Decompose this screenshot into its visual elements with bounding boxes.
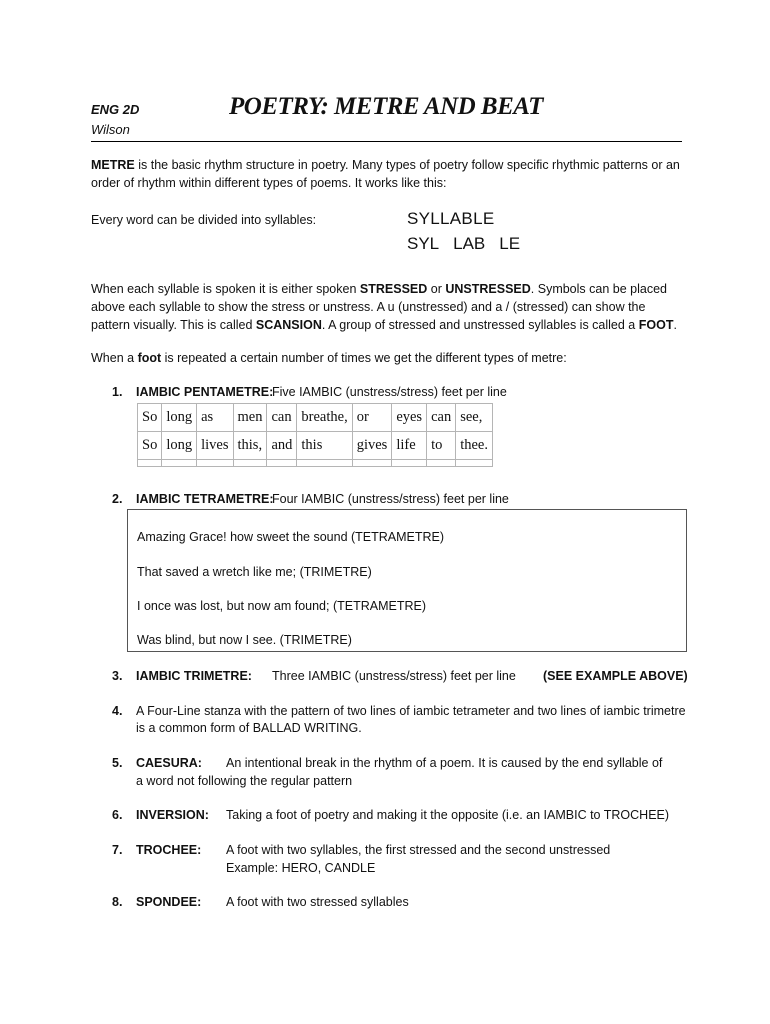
table-cell: to <box>427 432 456 460</box>
item-number: 8. <box>112 895 123 909</box>
item-heading: TROCHEE: <box>136 843 202 857</box>
item-description: A Four-Line stanza with the pattern of two lines of iambic tetrameter and two lines of iambic trimetre is a common form of BALLAD WRITING. <box>136 704 686 735</box>
table-cell: can <box>267 404 297 432</box>
iambic-pentametre-table <box>137 403 493 467</box>
table-cell: this, <box>233 432 267 460</box>
item-description: Five IAMBIC (unstress/stress) feet per line <box>272 385 507 399</box>
metre-term: METRE <box>91 158 135 172</box>
table-cell <box>456 460 493 467</box>
item-description: Three IAMBIC (unstress/stress) feet per line <box>272 669 516 683</box>
scansion-term: SCANSION <box>255 318 322 332</box>
poem-line: Was blind, but now I see. (TRIMETRE) <box>137 633 352 647</box>
foot-line-text: When a <box>91 351 138 365</box>
item-description: Four IAMBIC (unstress/stress) feet per line <box>272 492 509 506</box>
item-heading: IAMBIC TETRAMETRE: <box>136 492 274 506</box>
item-description: Taking a foot of poetry and making it the opposite (i.e. an IAMBIC to TROCHEE) <box>226 808 670 822</box>
table-cell <box>297 460 352 467</box>
foot-line-text: is repeated a certain number of times we get the different types of metre: <box>161 351 567 365</box>
syllables-label: Every word can be divided into syllables: <box>91 213 317 227</box>
scansion-text: When each syllable is spoken it is either spoken <box>91 282 360 296</box>
syllable-word: SYLLABLE <box>407 209 495 228</box>
item-description: A foot with two stressed syllables <box>226 895 409 909</box>
table-cell: long <box>162 404 197 432</box>
item-number: 2. <box>112 492 123 506</box>
syllable-part: LAB <box>453 234 486 253</box>
foot-term: FOOT <box>638 318 674 332</box>
item-number: 6. <box>112 808 123 822</box>
table-cell: as <box>197 404 233 432</box>
table-cell: can <box>427 404 456 432</box>
table-cell <box>392 460 427 467</box>
table-spacer-row <box>138 460 493 467</box>
item-heading: CAESURA: <box>136 756 202 770</box>
poem-line: Amazing Grace! how sweet the sound (TETRAMETRE) <box>137 530 445 544</box>
foot-repeat-line <box>91 349 683 367</box>
scansion-text: . Symbols can be placed above each syllable to show the stress or unstress. A u (unstressed) and a / (stressed) can show the pattern visually. This is called <box>91 282 667 332</box>
item-number: 5. <box>112 756 123 770</box>
scansion-text: . <box>673 318 677 332</box>
table-cell: lives <box>197 432 233 460</box>
table-cell <box>233 460 267 467</box>
table-cell: So <box>138 432 162 460</box>
table-cell: eyes <box>392 404 427 432</box>
syllable-part: LE <box>499 234 521 253</box>
table-cell <box>162 460 197 467</box>
item-heading: INVERSION: <box>136 808 209 822</box>
item-number: 3. <box>112 669 123 683</box>
table-cell: thee. <box>456 432 493 460</box>
item-description: A foot with two syllables, the first stressed and the second unstressed <box>226 843 611 857</box>
table-row <box>138 432 493 460</box>
table-cell: see, <box>456 404 493 432</box>
teacher-name: Wilson <box>91 122 130 137</box>
poem-line: That saved a wretch like me; (TRIMETRE) <box>137 565 372 579</box>
table-row <box>138 404 493 432</box>
table-cell: long <box>162 432 197 460</box>
unstressed-term: UNSTRESSED <box>445 282 531 296</box>
poem-line: I once was lost, but now am found; (TETRAMETRE) <box>137 599 426 613</box>
table-cell <box>267 460 297 467</box>
table-cell: life <box>392 432 427 460</box>
stressed-term: STRESSED <box>359 282 428 296</box>
intro-text: is the basic rhythm structure in poetry. Many types of poetry follow specific rhythmic patterns or an order of rhythm within different types of poems. It works like this: <box>91 158 680 190</box>
table-cell: this <box>297 432 352 460</box>
item-number: 1. <box>112 385 123 399</box>
item-number: 4. <box>112 704 123 718</box>
scansion-text: . A group of stressed and unstressed syllables is called a <box>321 318 639 332</box>
item-heading: SPONDEE: <box>136 895 202 909</box>
item-description-cont: a word not following the regular pattern <box>136 774 353 788</box>
table-cell: breathe, <box>297 404 352 432</box>
table-cell: men <box>233 404 267 432</box>
item-number: 7. <box>112 843 123 857</box>
item-description: An intentional break in the rhythm of a poem. It is caused by the end syllable of <box>226 756 663 770</box>
header-divider <box>91 141 682 142</box>
scansion-text: or <box>427 282 446 296</box>
see-example-note: (SEE EXAMPLE ABOVE) <box>543 669 688 683</box>
table-cell <box>352 460 392 467</box>
table-cell <box>197 460 233 467</box>
scansion-paragraph <box>91 280 683 334</box>
syllable-parts <box>407 234 534 254</box>
table-cell: and <box>267 432 297 460</box>
course-code: ENG 2D <box>91 102 140 117</box>
item-heading: IAMBIC TRIMETRE: <box>136 669 252 683</box>
page-title: POETRY: METRE AND BEAT <box>229 93 543 120</box>
table-cell: gives <box>352 432 392 460</box>
item-example: Example: HERO, CANDLE <box>226 861 376 875</box>
item-heading: IAMBIC PENTAMETRE: <box>136 385 274 399</box>
table-cell <box>427 460 456 467</box>
intro-paragraph <box>91 156 683 192</box>
foot-word: foot <box>137 351 162 365</box>
table-cell: or <box>352 404 392 432</box>
table-cell <box>138 460 162 467</box>
tetrametre-example-box <box>127 509 687 652</box>
table-cell: So <box>138 404 162 432</box>
syllable-part: SYL <box>407 234 440 253</box>
